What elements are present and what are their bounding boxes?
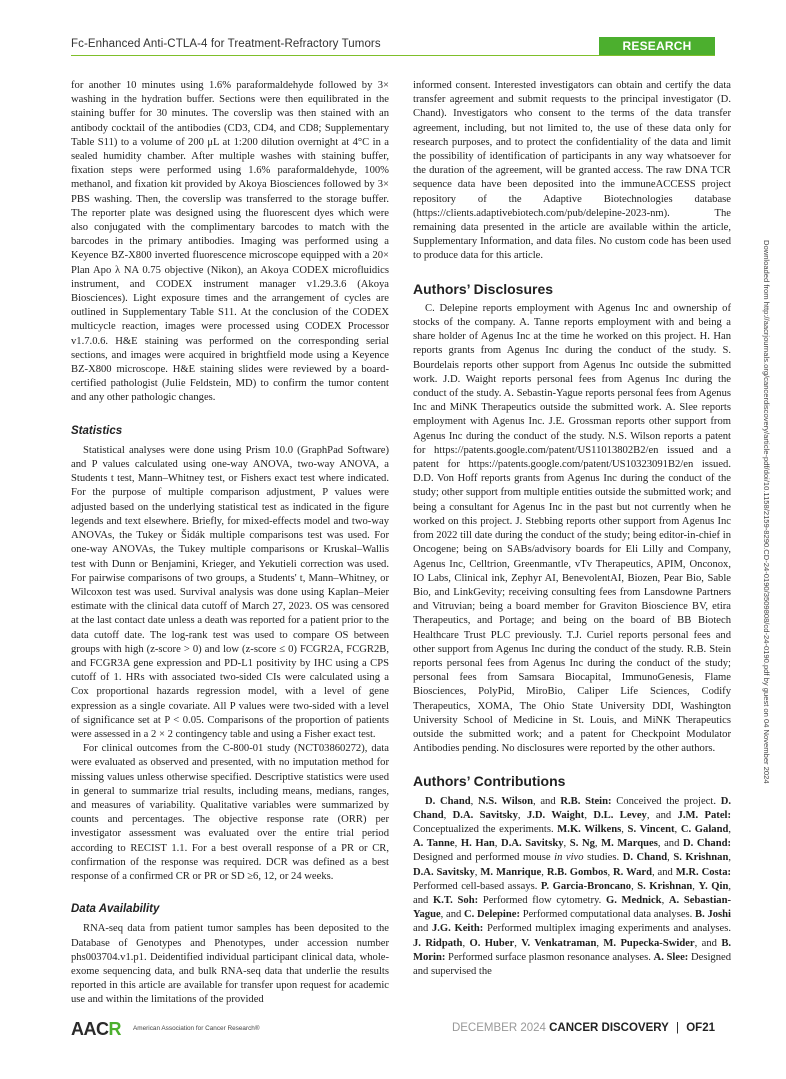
contributor-name: C. Galand [680,823,729,835]
contribution-text: , [661,894,669,906]
contributor-name: R.B. Stein: [560,795,612,807]
contribution-text: , and [657,838,683,850]
page-number: OF21 [686,1022,715,1034]
contributor-name: A. Slee: [653,951,689,963]
logo-r: R [108,1019,121,1039]
contribution-text: Performed flow cytometry. [478,894,606,906]
running-title: Fc-Enhanced Anti-CTLA-4 for Treatment-Refractory Tumors [71,38,381,50]
contributor-name: H. Han [460,838,495,850]
contributions-paragraph [413,795,731,980]
contributor-name: D.L. Levey [593,809,647,821]
contributor-name: S. Ng [569,838,595,850]
contribution-text: Conceptualized the experiments. [413,823,558,835]
contribution-text: , and [694,937,722,949]
contributor-name: M.R. Costa: [675,866,732,878]
contribution-text: , [494,838,502,850]
contributor-name: D.A. Savitsky [413,866,475,878]
disclosures-paragraph: C. Delepine reports employment with Agenus Inc and ownership of stocks of the company. A. Tanne reports employment with and being a share holder of Agenus Inc at the time he worked on this project. H. Han reports grants from Agenus Inc during the conduct of the study. S. Bourdelais reports other support from Agenus Inc outside the submitted work. J.D. Waight reports personal fees from Agenus Inc during the conduct of the study. A. Sebastin-Yague reports personal fees from Agenus Inc and MiNK Therapeutics outside the submitted work. A. Slee reports employment with Agenus Inc. J.E. Grossman reports other support from Agenus Inc during the conduct of the study. N.S. Wilson reports a patent for https://patents.google.com/patent/US11013802B2/en issued and a patent for https://patents.google.com/patent/US10323091B2/en issued. D.D. Von Hoff reports grants from Agenus Inc during the conduct of the study; other support from multiple entities outside the submitted work; and being a consultant for Agenus Inc in the past but not currently when he worked on this project. J. Stebbing reports other support from Agenus Inc from 2022 till date during the conduct of the study; being editor-in-chief in Oncogene; being on SABs/advisory boards for Eli Lilly and Company, Agenus Inc, Celltrion, Greenmantle, vTv Therapeutics, APIM, Onconox, IO Labs, Clinical ink, Zephyr AI, BenevolentAI, Biozen, Pear Bio, Sable Bio, and LinkGevity; receiving consulting fees from Lansdowne Partners and Vitruvian; being a board member for Graviton Bioscience BV, etira Therapeutics, and Portage; and being on the board of BB Biotech Healthcare Trust PLC previously. T.J. Curiel reports personal fees and other support from Agenus Inc during the conduct of the study. R.B. Stein reports personal fees from Agenus Inc during the conduct of the study; personal fees from Samsara Biocapital, ImmunoGenesis, Flame Biosciences, PolyPid, MiroBio, Caliper Life Sciences, Codify Therapeutics, XOMA, The Ohio State University DDI, Washington University School of Medicine in St. Louis, and MiNK Therapeutics outside the submitted work; and a patent for Checkpoint Modulator Antibodies pending. No disclosures were reported by the other authors. [413,302,731,755]
contributor-name: M.K. Wilkens [557,823,622,835]
contribution-text: Performed cell-based assays. [413,880,541,892]
contributor-name: S. Krishnan [673,852,729,864]
data-availability-paragraph: RNA-seq data from patient tumor samples has been deposited to the Database of Genotypes and Phenotypes, under accession number phs003704.v1.p1. Deidentified individual participant clinical data, whole-exome sequencing data, and bulk RNA-seq data that underlie the results reported in this article are available for transfer upon request for academic use and within the limitations of the provided [71,923,389,1006]
contributor-name: D.A. Savitsky [452,809,518,821]
logo-text: AAC [71,1019,109,1039]
contributor-name: K.T. Soh: [433,894,479,906]
contribution-text: , [728,823,732,835]
contribution-text: Designed and performed mouse [413,852,555,864]
contributor-name: A. Sebastian-Yague [413,894,731,921]
contributor-name: D. Chand [425,795,471,807]
footer-separator: | [676,1022,680,1034]
contributor-name: C. Delepine: [464,909,520,921]
contributor-name: D.A. Savitsky [501,838,564,850]
contributor-name: G. Mednick [605,894,662,906]
contribution-text: , [674,823,681,835]
contribution-text: , and [651,866,676,878]
contributor-name: M. Marques [601,838,658,850]
contribution-text: studies. [583,852,623,864]
contribution-text: , and [646,809,678,821]
contributor-name: O. Huber [469,937,515,949]
data-availability-continued: informed consent. Interested investigators can obtain and certify the data transfer agreement and submit requests to the principal investigator (D. Chand). Investigators who consent to the terms of the data transfer agreement, including, but not limited to, the use of these data only for research purposes, and to protect the confidentiality of the data and limit the possibility of identification of participants in any way whatsoever for the duration of the agreement, will be granted access. The raw DNA TCR sequence data have been deposited into the immuneACCESS project repository of the Adaptive Biotechnologies database (https://clients.adaptivebiotech.com/pub/delepine-2023-nm). The remaining data presented in the article are available within the article, Supplementary Information, and data files. No custom code has been used to produce data for this article. [413,80,731,262]
contributor-name: D. Chand: [682,838,732,850]
contribution-text: , and [532,795,561,807]
contributor-name: B. Morin: [413,937,732,963]
contributor-name: V. Venkatraman [521,937,597,949]
contributor-name: S. Krishnan [637,880,693,892]
contribution-text: , and [440,909,465,921]
contributor-name: A. Tanne [413,838,455,850]
contribution-text: , [596,937,604,949]
data-availability-heading: Data Availability [71,903,160,916]
contributor-name: B. Joshi [695,909,732,921]
contribution-text: in vivo [554,852,584,864]
contributor-name: J.G. Keith: [431,923,484,935]
download-note [761,240,771,880]
contribution-text: , [462,937,470,949]
contribution-text: , [474,866,481,878]
association-name: American Association for Cancer Research® [133,1025,260,1032]
contributions-heading: Authors’ Contributions [413,773,566,790]
page-footer [71,1019,715,1041]
footer-citation [452,1022,715,1034]
contribution-text: , [594,838,602,850]
right-column [413,79,731,979]
contribution-text: , [584,809,594,821]
aacr-logo [71,1019,121,1040]
contributor-name: P. Garcia-Broncano [540,880,632,892]
contribution-text: , and [413,880,732,906]
contribution-text: , [631,880,638,892]
contribution-text: Conceived the project. [611,795,721,807]
statistics-heading: Statistics [71,424,123,437]
contribution-text: , [454,838,461,850]
contributor-name: D. Chand [413,795,732,821]
contribution-text: and [413,923,432,935]
contribution-text: , [621,823,628,835]
contribution-text: , [563,838,570,850]
contribution-text: Performed multiplex imaging experiments and analyses. [483,923,731,935]
contribution-text: Performed surface plasmon resonance analyses. [445,951,654,963]
contributor-name: M. Pupecka-Swider [603,937,695,949]
disclosures-heading: Authors’ Disclosures [413,280,554,297]
contributor-name: D. Chand [622,852,668,864]
contributor-name: N.S. Wilson [478,795,533,807]
contributor-name: J.D. Waight [526,809,585,821]
statistics-paragraph-1: Statistical analyses were done using Prism 10.0 (GraphPad Software) and P values calculated using one-way ANOVA, two-way ANOVA, a Students t test, Mann–Whitney test, or Fishers exact test where indicated. For the purpose of multiple comparison adjustment, P values were adjusted based on the underlying statistical test as indicated in the figure legends and text elsewhere. Briefly, for mixed-effects model and two-way ANOVAs, the Tukey or Šidák multiple comparisons test was used. For one-way ANOVAs, the Tukey multiple comparisons or Kruskal–Wallis test with Dunn or Benjamini, Krieger, and Yekutieli correction was used. For pairwise comparisons of two groups, a Students' t, Mann–Whitney, or Wilcoxon test was used. Survival analysis was done using Kaplan–Meier estimate with the clinical data cutoff of March 27, 2023. OS was censored at the last contact date unless a death was reported for a patient prior to the data cutoff date. The log-rank test was used to compare OS between groups with high (z-score > 0) and low (z-score ≤ 0) FCGR2A, FCGR2B, and FCGR3A gene expression and PD-L1 positivity by IHC using a CPS cutoff of 1. HRs with associated two-sided CIs were calculated using a Cox proportional hazards regression model, with a level of gene expression as a single covariate. All P values were two-sided with a level of significance set at P < 0.05. Comparisons of the proportion of patients were assessed in a 2 × 2 contingency table and using a Fisher exact test. [71,444,389,740]
contribution-text: , [517,809,527,821]
left-column [71,79,389,1008]
methods-paragraph: for another 10 minutes using 1.6% paraformaldehyde followed by 3× washing in the hydration buffer. Sections were then equilibrated in the staining buffer for 30 minutes. The coverslip was then stained with an antibody cocktail of the antibodies (CD3, CD4, and CD8; Supplementary Table S11) to a volume of 200 μL at 1:200 dilution overnight at 4°C in a sealed humidity chamber. After multiple washes with staining buffer, fixation steps were performed using 1.6% paraformaldehyde, 100% methanol, and fixation kit provided by Akoya Biosciences followed by 3× PBS washing. Then, the coverslip was transferred to the storage buffer. The reporter plate was designed using the fluorescent dyes which were also conjugated with the complimentary barcodes to match with the barcodes in the primary antibodies. Imaging was performed using a Keyence BZ-X800 inverted fluorescence microscope equipped with a 20× Plan Apo λ NA 0.75 objective (Nikon), an Akoya CODEX microfluidics instrument, and CODEX instrument manager v1.29.3.6 (Akoya Biosciences). Light exposure times and the arrangement of cycles are outlined in Supplementary Table S11. At the conclusion of the CODEX multicycle reaction, images were processed using CODEX Processor v1.7.0.6. H&E staining was performed on the corresponding serial sections, and images were acquired in brightfield mode using a Keyence BZ-X800 microscope. H&E staining slides were reviewed by a board-certified pathologist (Julie Feldstein, MD) to confirm the tumor content and any other pathologic changes. [71,80,389,404]
contributor-name: Y. Qin [698,880,729,892]
contribution-text: , [470,795,478,807]
contribution-text: Performed computational data analyses. [520,909,696,921]
statistics-paragraph-2: For clinical outcomes from the C-800-01 study (NCT03860272), data were evaluated as observed and presented, with no imputation method for missing values unless otherwise specified. Descriptive statistics were used in general to summarize trial results, including means, medians, ranges, and measures of variability. Qualitative variables were summarized by counts and percentages. The objective response rate (ORR) per investigator assessment was evaluated over the entire trial period according to RECIST 1.1. For a best overall response of a PR or CR, confirmation of the response was required. DCR was defined as a best response of a confirmed CR or PR or SD ≥6, 12, or 24 weeks. [71,743,389,882]
contributor-name: R.B. Gombos [546,866,608,878]
contributor-name: J. Ridpath [413,937,463,949]
contribution-text: , [692,880,699,892]
contributor-name: R. Ward [613,866,652,878]
journal-name: CANCER DISCOVERY [549,1022,669,1034]
header-divider [71,55,715,56]
contribution-text: , [541,866,547,878]
issue-date: DECEMBER 2024 [451,1022,546,1034]
contribution-text: , [514,937,522,949]
contribution-text: , [667,852,674,864]
contribution-text: , [607,866,614,878]
contribution-text: Designed and supervised the [413,951,731,977]
contribution-text: , [728,852,732,864]
contributor-name: M. Manrique [480,866,542,878]
section-badge: RESEARCH ARTICLE [599,37,715,56]
contributor-name: J.M. Patel: [677,809,732,821]
contribution-text: , [443,809,453,821]
contributor-name: S. Vincent [627,823,675,835]
download-note-text: Downloaded from http://aacrjournals.org/cancerdiscovery/article-pdf/doi/10.1158/2159-8290.CD-24-0190/3509808/cd-24-0190.pdf by guest on 04 November 2024 [762,240,771,784]
